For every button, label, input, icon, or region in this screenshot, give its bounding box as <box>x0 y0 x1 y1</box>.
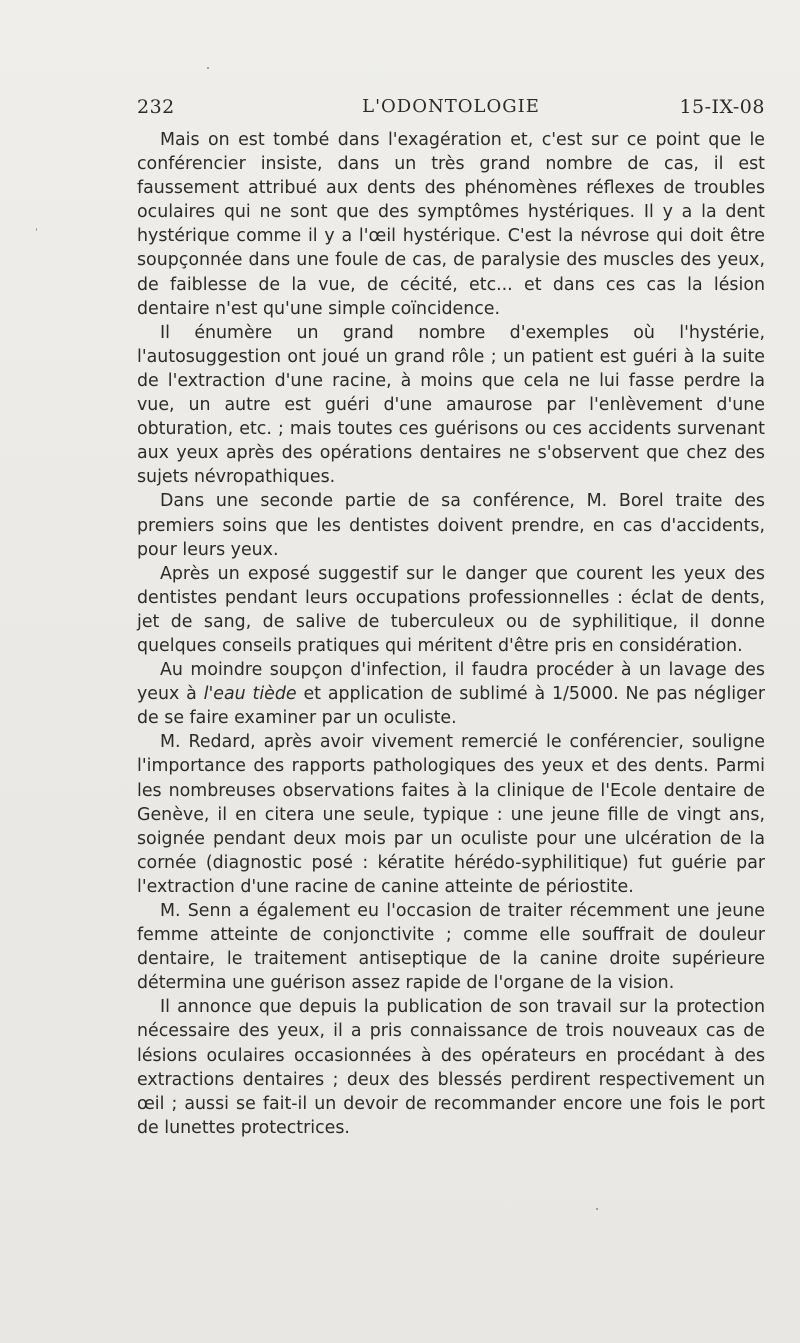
paragraph-text: Mais on est tombé dans l'exagération et, c'est sur ce point que le conférencier insiste, dans un très grand nombre de cas, il est faussement attribué aux dents des phénomènes réflexes de troubles oculaires qui ne sont que des symptômes hystériques. Il y a la dent hystérique comme il y a l'œil hystérique. C'est la névrose qui doit être soupçonnée dans une foule de cas, de paralysie des muscles des yeux, de faiblesse de la vue, de cécité, etc... et dans ces cas la lésion dentaire n'est qu'une simple coïncidence. <box>137 130 765 319</box>
paragraph-7 <box>137 899 765 995</box>
paragraph-5 <box>137 658 765 730</box>
paragraph-4 <box>137 562 765 658</box>
page-number: 232 <box>137 96 175 118</box>
journal-title: L'ODONTOLOGIE <box>362 96 540 117</box>
article-body <box>137 128 765 1140</box>
paragraph-6 <box>137 730 765 899</box>
paragraph-3 <box>137 489 765 561</box>
paragraph-text: et application de sublimé à 1/5000. Ne pas négliger de se faire examiner par un oculiste. <box>137 684 765 729</box>
paragraph-8 <box>137 995 765 1140</box>
paragraph-text: Il énumère un grand nombre d'exemples où l'hystérie, l'autosuggestion ont joué un grand rôle ; un patient est guéri à la suite de l'extraction d'une racine, à moins que cela ne lui fasse perdre la vue, un autre est guéri d'une amaurose par l'enlèvement d'une obturation, etc. ; mais toutes ces guérisons ou ces accidents survenant aux yeux après des opérations dentaires ne s'observent que chez des sujets névropathiques. <box>137 322 765 488</box>
paragraph-2 <box>137 321 765 490</box>
paragraph-1 <box>137 128 765 321</box>
paragraph-text: Dans une seconde partie de sa conférence, M. Borel traite des premiers soins que les dentistes doivent prendre, en cas d'accidents, pour leurs yeux. <box>137 491 765 560</box>
issue-date: 15-IX-08 <box>679 96 765 118</box>
paragraph-text: M. Senn a également eu l'occasion de traiter récemment une jeune femme atteinte de conjonctivite ; comme elle souffrait de douleur dentaire, le traitement antiseptique de la canine droite supérieure détermina une guérison assez rapide de l'organe de la vision. <box>137 901 765 994</box>
paragraph-text: Après un exposé suggestif sur le danger que courent les yeux des dentistes pendant leurs occupations professionnelles : éclat de dents, jet de sang, de salive de tuberculeux ou de syphilitique, il donne quelques conseils pratiques qui méritent d'être pris en considération. <box>137 563 765 656</box>
italic-phrase: l'eau tiède <box>203 684 297 705</box>
paragraph-text: M. Redard, après avoir vivement remercié le conférencier, souligne l'importance des rapports pathologiques des yeux et des dents. Parmi les nombreuses observations faites à la clinique de l'Ecole dentaire de Genève, il en citera une seule, typique : une jeune fille de vingt ans, soignée pendant deux mois par un oculiste pour une ulcération de la cornée (diagnostic posé : kératite hérédo-syphilitique) fut guérie par l'extraction d'une racine de canine atteinte de périostite. <box>137 732 765 897</box>
paper-speck <box>596 1208 598 1210</box>
paragraph-text: Il annonce que depuis la publication de son travail sur la protection nécessaire des yeux, il a pris connaissance de trois nouveaux cas de lésions oculaires occasionnées à des opérateurs en procédant à des extractions dentaires ; deux des blessés perdirent respectivement un œil ; aussi se fait-il un devoir de recommander encore une fois le port de lunettes protectrices. <box>137 997 765 1138</box>
running-head <box>137 96 765 122</box>
paragraph-text: Au moindre soupçon d'infection, il faudra procéder à un lavage des yeux à <box>137 660 765 705</box>
paper-speck <box>207 67 209 69</box>
paper-speck <box>36 228 37 231</box>
